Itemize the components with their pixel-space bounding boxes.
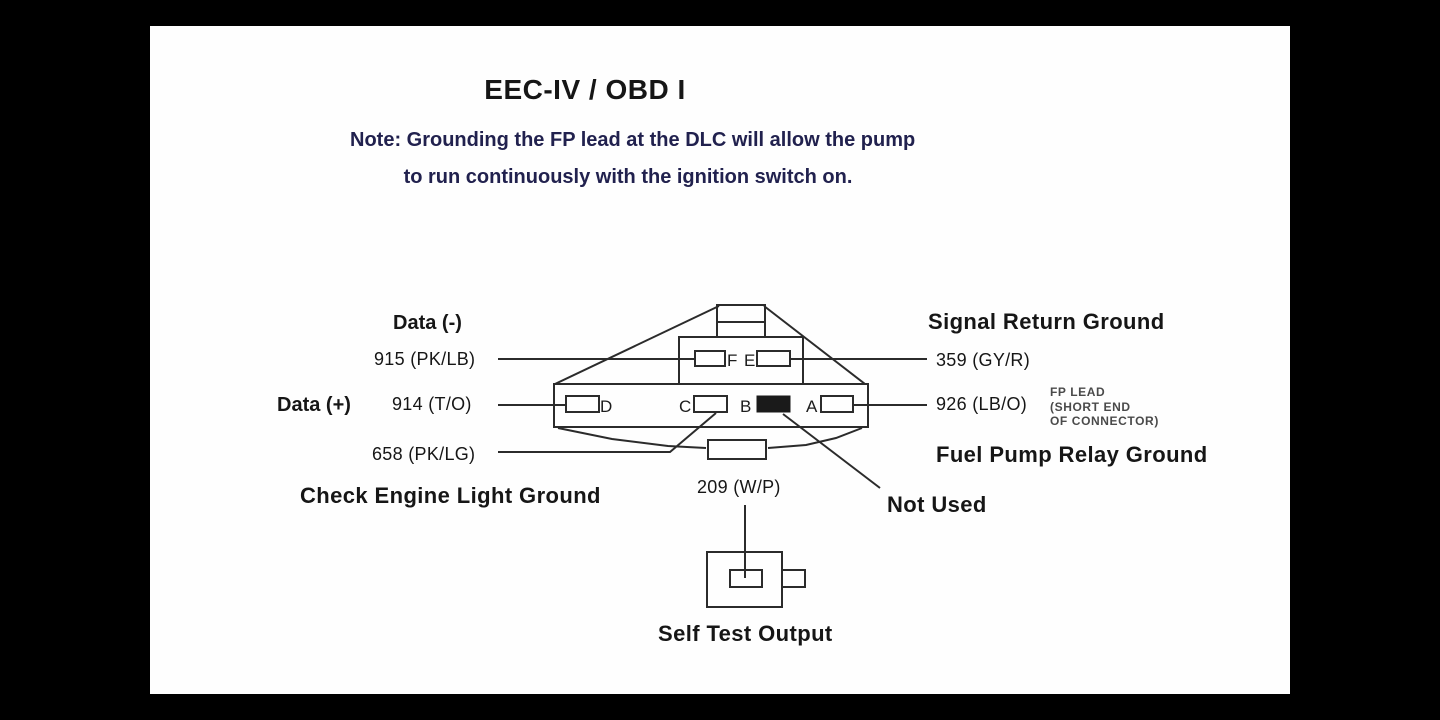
pin-d-letter: D [600,397,613,416]
label-check-engine-light-ground: Check Engine Light Ground [300,483,601,508]
leader-line-not-used-to-pin-b [783,414,880,488]
label-fp-lead [1050,385,1159,429]
pin-a [821,396,853,412]
label-self-test-output: Self Test Output [658,621,833,646]
label-wire-359: 359 (GY/R) [936,350,1031,370]
fp-lead-line-3: OF CONNECTOR) [1050,414,1159,428]
label-fuel-pump-relay-ground: Fuel Pump Relay Ground [936,442,1208,467]
label-wire-209: 209 (W/P) [697,477,781,497]
pin-d [566,396,599,412]
connector-right-diagonal [764,306,865,384]
label-data-minus: Data (-) [393,312,462,334]
pin-a-letter: A [806,397,818,416]
pin-e-letter: E [744,351,756,370]
label-signal-return-ground: Signal Return Ground [928,309,1165,334]
pin-c-letter: C [679,397,692,416]
connector-left-diagonal [555,306,719,384]
fp-lead-line-1: FP LEAD [1050,385,1106,399]
connector-bottom-left-edge [558,428,706,448]
label-data-plus: Data (+) [277,394,351,416]
fp-lead-line-2: (SHORT END [1050,399,1131,414]
pin-e [757,351,790,366]
pin-b-not-used [757,396,790,412]
self-test-connector-tab [782,570,805,587]
note-line-2: to run continuously with the ignition switch on. [403,166,853,188]
label-wire-658: 658 (PK/LG) [372,444,476,464]
note-line-1: Note: Grounding the FP lead at the DLC will allow the pump [350,129,916,151]
label-wire-926: 926 (LB/O) [936,394,1028,414]
pin-b-letter: B [740,397,752,416]
label-wire-914: 914 (T/O) [392,394,472,414]
connector-bottom-tab [708,440,766,459]
pin-c [694,396,727,412]
label-wire-915: 915 (PK/LB) [374,349,476,369]
pin-f [695,351,725,366]
pin-f-letter: F [727,351,738,370]
label-not-used: Not Used [887,492,987,517]
connector-upper-body [679,337,803,384]
page-title: EEC-IV / OBD I [484,74,686,105]
